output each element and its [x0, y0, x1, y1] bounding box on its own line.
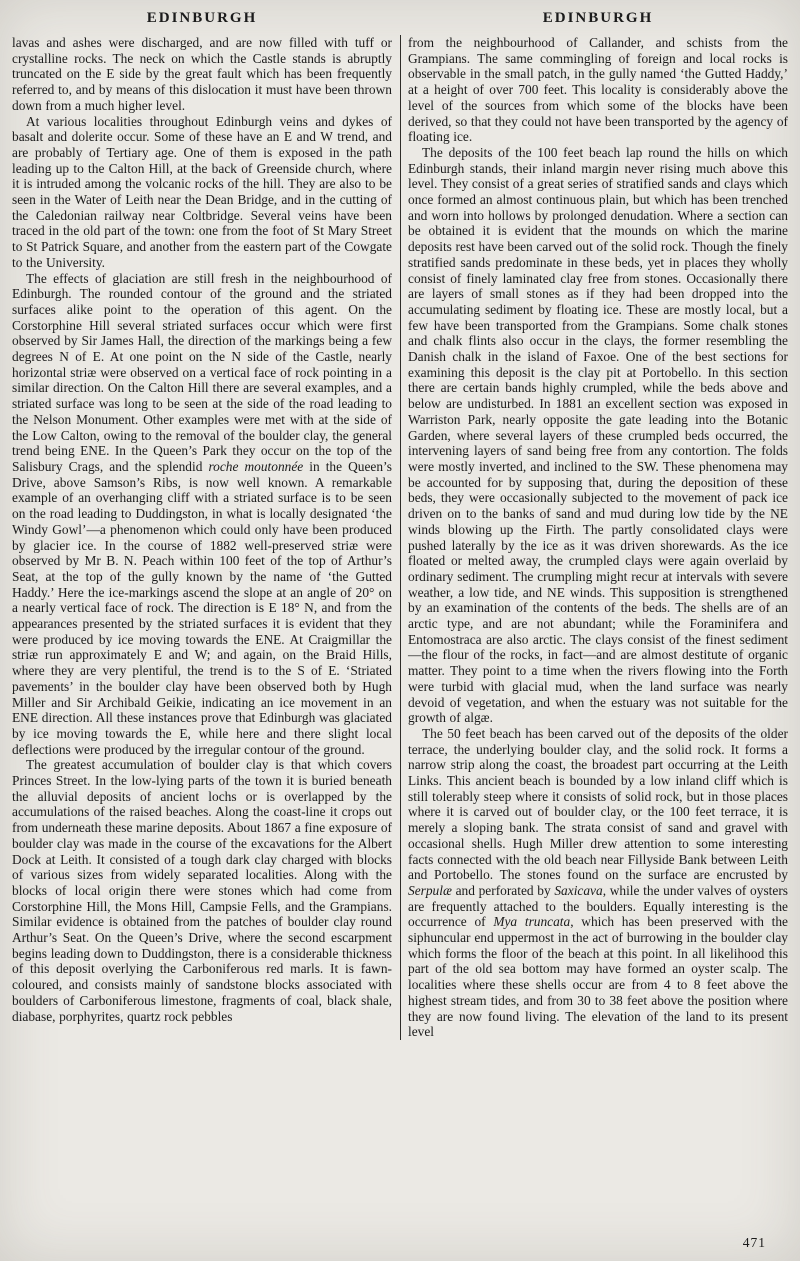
paragraph: lavas and ashes were discharged, and are now filled with tuff or crystalline rocks. The neck on which the Castle stands is abruptly truncated on the E side by the great fault which has been frequently referred to, and by means of this dislocation it must have been thrown down from a much higher level. — [12, 35, 392, 113]
left-column — [12, 35, 392, 1040]
page-number: 471 — [742, 1235, 766, 1250]
column-divider-rule — [400, 35, 401, 1040]
right-column — [408, 35, 788, 1040]
paragraph: The effects of glaciation are still fresh in the neighbourhood of Edinburgh. The rounded contour of the ground and the striated surfaces alike point to the operation of this agent. On the Corstorphine Hill several striated surfaces occur which were first observed by Sir James Hall, the direction of the markings being a few degrees N of E. At one point on the N side of the Castle, nearly horizontal striæ were observed on a vertical face of rock pointing in a similar direction. On the Calton Hill there are several examples, and a striated surface was long to be seen at the side of the road leading to the Nelson Monument. Other examples were met with at the side of the Low Calton, owing to the removal of the boulder clay, the general trend being ENE. In the Queen’s Park they occur on the top of the Salisbury Crags, and the splendid roche moutonnée in the Queen’s Drive, above Samson’s Ribs, is now well known. A remarkable example of an overhanging cliff with a striated surface is to be seen on the road leading to Duddingston, in what is locally designated ‘the Windy Gowl’—a phenomenon which could only have been produced by glacier ice. In the course of 1882 well-preserved striæ were observed by Mr B. N. Peach within 100 feet of the top of Arthur’s Seat, at the top of the gully known by the name of ‘the Gutted Haddy.’ Here the ice-markings ascend the slope at an angle of 20° on a nearly vertical face of rock. The direction is E 18° N, and from the appearances presented by the striated surfaces it is evident that they were produced by ice moving towards the ENE. At Craigmillar the striæ run approximately E and W; and again, on the Braid Hills, where they are very plentiful, the trend is to the S of E. ‘Striated pavements’ in the boulder clay have been observed both by Hugh Miller and Sir Archibald Geikie, indicating an ice movement in an ENE direction. All these instances prove that Edinburgh was glaciated by ice moving towards the E, while here and there slight local deflections were produced by the irregular contour of the ground. — [12, 270, 392, 757]
paragraph: from the neighbourhood of Callander, and schists from the Grampians. The same commingling of foreign and local rocks is observable in the small patch, in the gully named ‘the Gutted Haddy,’ at a height of over 700 feet. This locality is considerably above the level of the sources from which some of the blocks have been derived, so that they could not have been transported by the agency of floating ice. — [408, 35, 788, 145]
running-headers — [12, 10, 788, 27]
paragraph: The greatest accumulation of boulder clay is that which covers Princes Street. In the low-lying parts of the town it is buried beneath the alluvial deposits of ancient lochs or is overlapped by the accumulations of the raised beaches. Along the coast-line it crops out from underneath these marine deposits. About 1867 a fine exposure of boulder clay was made in the course of the excavations for the Albert Dock at Leith. It consisted of a tough dark clay charged with blocks of various sizes from widely separated localities. Along with the blocks of local origin there were stones which had come from Corstorphine Hill, the Mons Hill, Campsie Fells, and the Grampians. Similar evidence is obtained from the patches of boulder clay round Arthur’s Seat. On the Queen’s Drive, where the second escarpment begins leading down to Duddingston, there is a considerable thickness of this deposit overlying the Carboniferous red marls. It is fawn-coloured, and consists mainly of sandstone blocks associated with boulders of Carboniferous limestone, fragments of coal, black shale, diabase, porphyrites, quartz rock pebbles — [12, 757, 392, 1024]
left-column-header: EDINBURGH — [146, 10, 258, 26]
paragraph: The deposits of the 100 feet beach lap round the hills on which Edinburgh stands, their inland margin never rising much above this level. They consist of a great series of stratified sands and clays which once formed an almost continuous plain, but which has been trenched and worn into hollows by prolonged denudation. Where a section can be obtained it is evident that the mounds on which the marine deposits rest have been carved out of the solid rock. Though the finely stratified sands predominate in these beds, yet in places they wholly consist of finely laminated clay free from stones. Occasionally there are layers of small stones as if they had been dropped into the accumulating sediment by floating ice. These are mostly local, but a few have been transported from the Grampians. Some chalk stones and chalk flints also occur in the clays, the former resembling the Danish chalk in the island of Faxoe. One of the best sections for examining this deposit is the clay pit at Portobello. In this section there are certain bands highly crumpled, while the beds above and below are undisturbed. In 1881 an excellent section was exposed in Warriston Park, nearly opposite the gate leading into the Botanic Garden, where several layers of these crumpled beds occurred, the intervening layers of sand being free from any contortion. The folds were mostly inverted, and inclined to the SW. These phenomena may be accounted for by supposing that, during the deposition of these beds, they were occasionally subjected to the movement of pack ice driven on to the banks of sand and mud during low tide by the NE winds blowing up the Firth. The partly consolidated clays were pushed laterally by the ice as it was driven shorewards. As the ice floated or melted away, the crumpled clays were again overlaid by ordinary sediment. The crumpling might recur at intervals with severe weather, a low tide, and NE winds. This supposition is strengthened by an examination of the contents of the beds. The shells are of an arctic type, and are not abundant; while the Foraminifera and Entomostraca are also arctic. The clays consist of the finest sediment—the flour of the rocks, in fact—and are almost destitute of organic matter. They point to a time when the rivers flowing into the Forth were turbid with glacial mud, when the land surface was nearly devoid of vegetation, and when the estuary was not suitable for the growth of algæ. — [408, 144, 788, 726]
paragraph: The 50 feet beach has been carved out of the deposits of the older terrace, the underlying boulder clay, and the solid rock. It forms a narrow strip along the coast, the broadest part occurring at the Leith Links. This ancient beach is bounded by a low inland cliff which is still tolerably steep where it consists of solid rock, but in those places where it is carved out of boulder clay, or the 100 feet terrace, it is merely a sloping bank. The strata consist of sand and gravel with occasional shells. Hugh Miller drew attention to some interesting facts connected with the old beach near Fillyside Bank between Leith and Portobello. The stones found on the surface are encrusted by Serpulæ and perforated by Saxicava, while the under valves of oysters are frequently attached to the boulders. Equally interesting is the occurrence of Mya truncata, which has been preserved with the siphuncular end uppermost in the act of burrowing in the boulder clay which forms the floor of the beach at this point. In all likelihood this part of the old sea bottom may have formed an oyster scalp. The localities where these shells occur are from 4 to 8 feet above the highest stream tides, and from 30 to 38 feet above the position where they are now found living. The elevation of the land to its present level — [408, 725, 788, 1040]
paragraph: At various localities throughout Edinburgh veins and dykes of basalt and dolerite occur. Some of these have an E and W trend, and are probably of Tertiary age. One of them is exposed in the path leading up to the Calton Hill, at the back of Greenside church, where it is intruded among the volcanic rocks of the hill. They are also to be seen in the Water of Leith near the Dean Bridge, and in the cutting of the Caledonian railway near Coltbridge. Several veins have been traced in the old part of the town: one from the foot of St Mary Street to St Patrick Square, and another from the eastern part of the Cowgate to the University. — [12, 113, 392, 270]
right-column-header: EDINBURGH — [542, 10, 654, 26]
text-columns — [12, 35, 788, 1040]
